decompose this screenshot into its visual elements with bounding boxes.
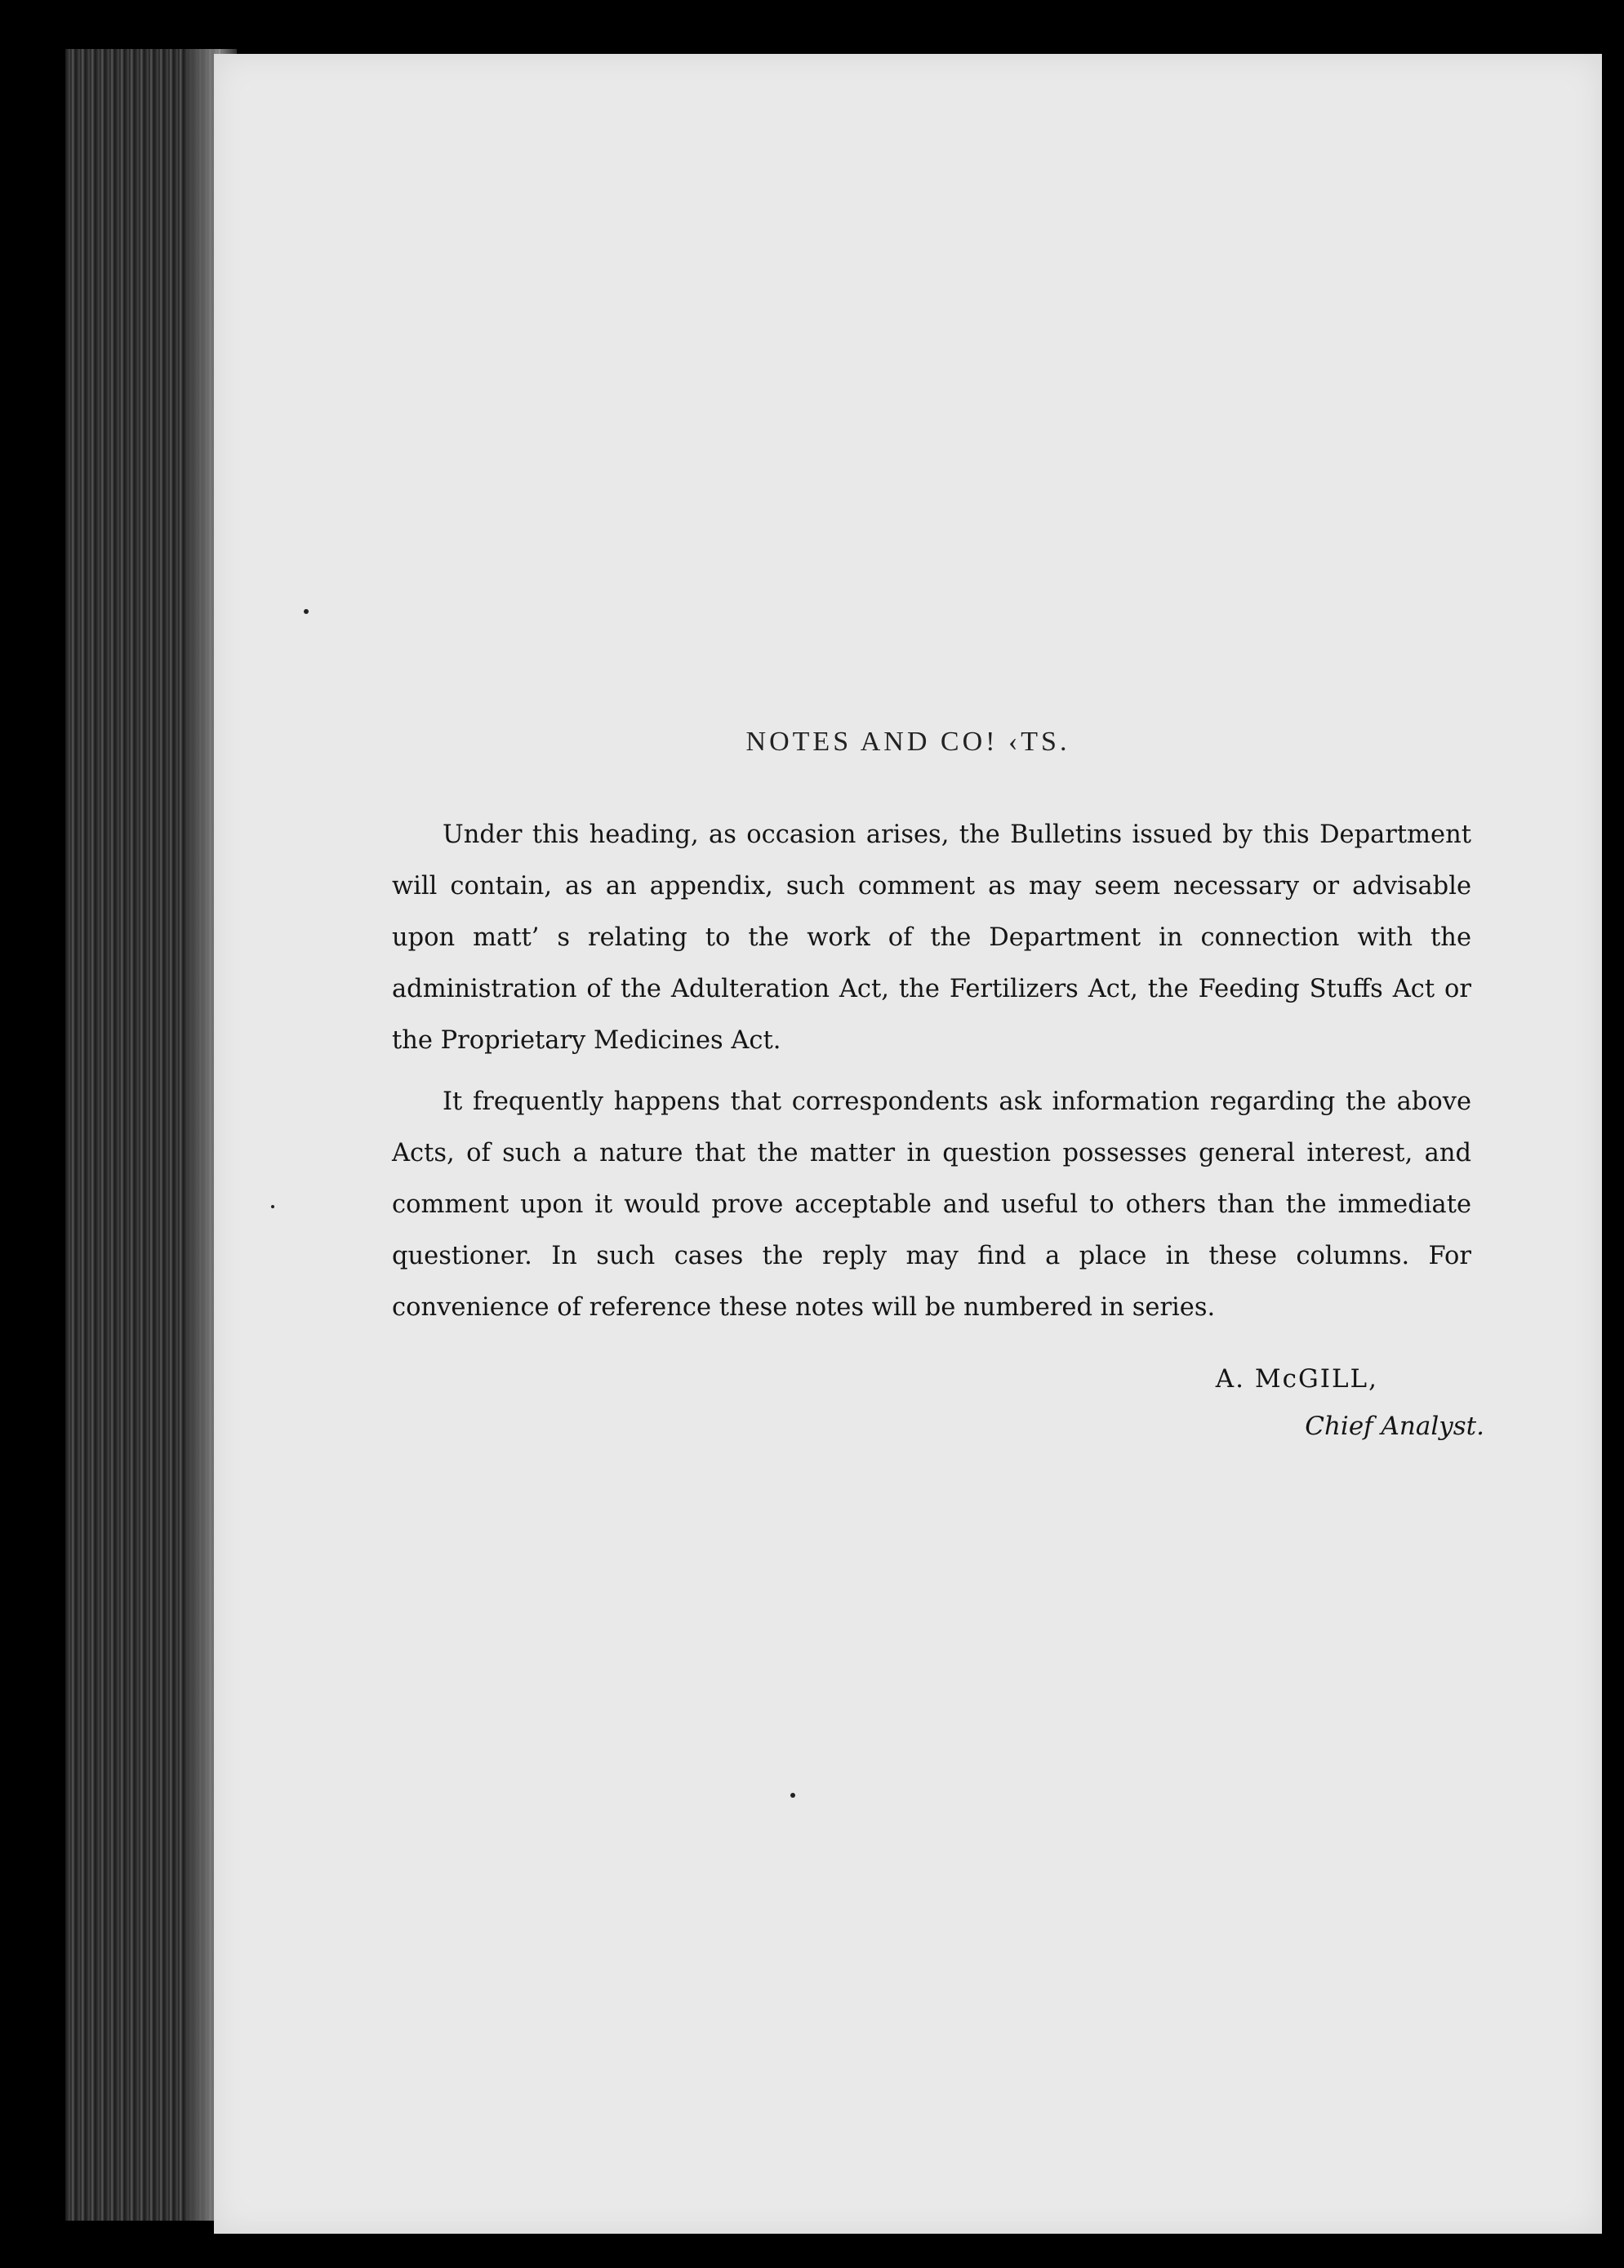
body-text <box>392 809 1471 1343</box>
document-page <box>214 54 1602 2234</box>
signature-name: A. McGILL, <box>1215 1364 1378 1394</box>
signature-title: Chief Analyst. <box>1305 1412 1484 1441</box>
paragraph: It frequently happens that correspondents ask information regarding the above Acts, of such a nature that the matter in question possesses general interest, and comment upon it would prove acceptable and useful to others than the immediate questioner. In such cases the reply may find a place in these columns. For convenience of reference these notes will be numbered in series. <box>392 1087 1471 1322</box>
scan-speck <box>271 1205 274 1208</box>
scan-speck <box>304 609 309 614</box>
paragraph: Under this heading, as occasion arises, the Bulletins issued by this Department will contain, as an appendix, such comment as may seem necessary or advisable upon matt’ s relating to the work of the Department in connection with the administration of the Adulteration Act, the Fertilizers Act, the Feeding Stuffs Act or the Proprietary Medicines Act. <box>392 820 1471 1055</box>
page-heading: NOTES AND CO! ‹TS. <box>745 727 1070 757</box>
scan-speck <box>790 1793 795 1798</box>
